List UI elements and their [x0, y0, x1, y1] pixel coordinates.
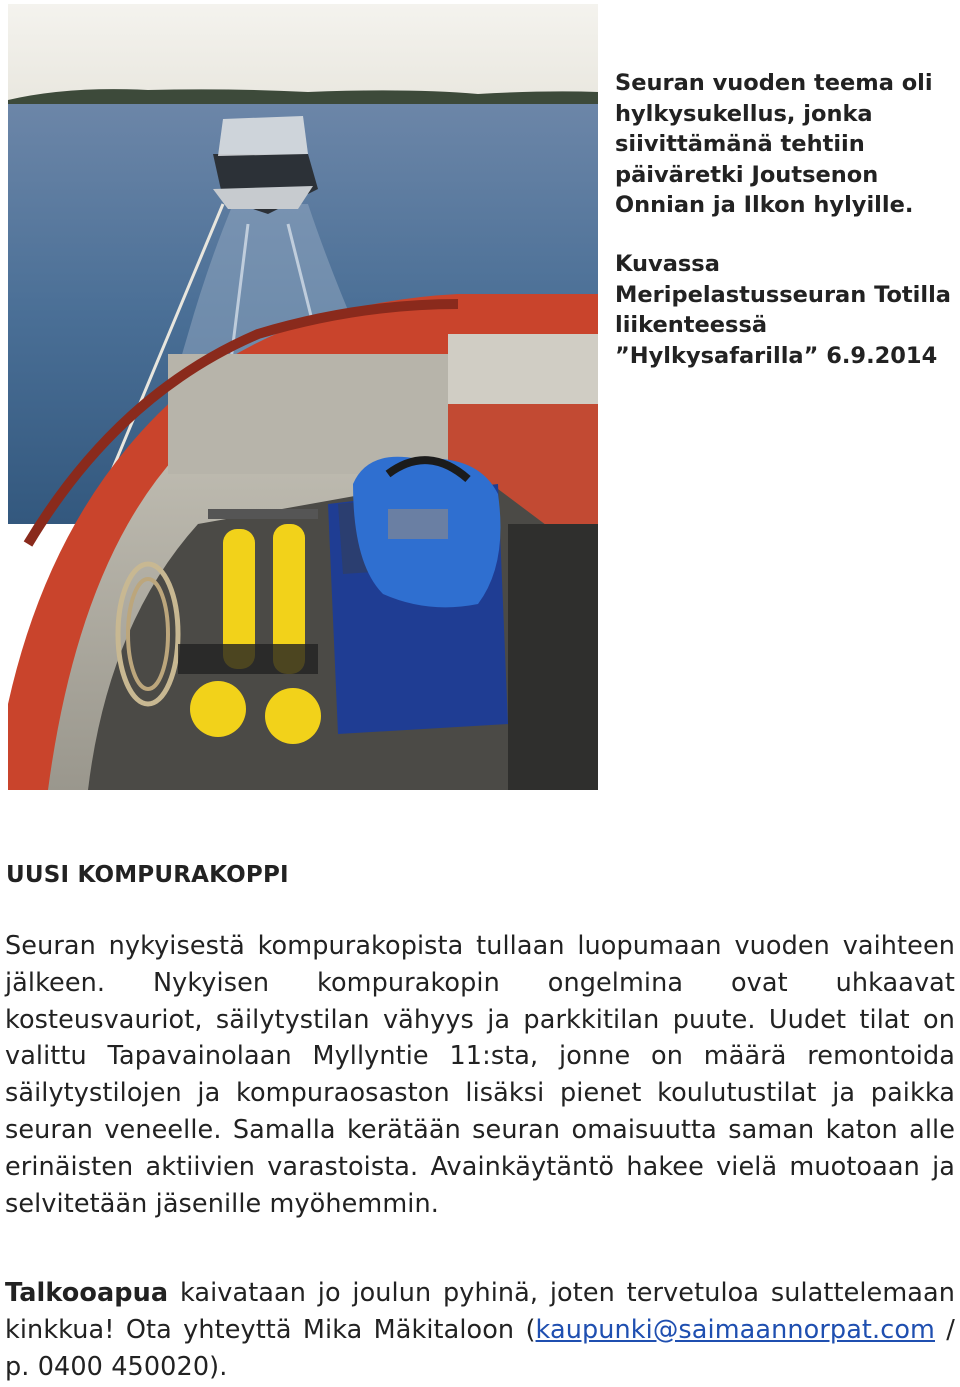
talkooapua-lead: Talkooapua — [5, 1278, 169, 1308]
side-shadow — [508, 524, 598, 790]
boat-photo — [8, 4, 598, 790]
paragraph-kompurakoppi: Seuran nykyisestä kompurakopista tullaan luopumaan vuoden vaihteen jälkeen. Nykyisen kompurakopin ongelmina ovat uhkaavat kosteusvauriot, säilytystilan vähyys ja parkkitilan puute. Uudet tilat on valittu Tapavainolaan Myllyntie 11:sta, jonne on määrä remontoida säilytystilojen ja kompuraosaston lisäksi pienet koulutustilat ja paikka seuran veneelle. Samalla kerätään seuran omaisuutta saman katon alle erinäisten aktiivien varastoista. Avainkäytäntö hakee vielä muotoaan ja selvitetään jäsenille myöhemmin. — [5, 931, 955, 1219]
sky — [8, 4, 598, 104]
paragraph-talkooapua — [5, 1275, 955, 1385]
towed-boat — [213, 116, 318, 214]
talkooapua-text: kaivataan jo joulun pyhinä, joten tervetuloa sulattelemaan kinkkua! Ota yhteyttä Mika Mäkitaloon ( — [5, 1278, 955, 1345]
photo-caption — [615, 68, 955, 371]
caption-line-2: Kuvassa Meripelastusseuran Totilla liikenteessä ”Hylkysafarilla” 6.9.2014 — [615, 250, 951, 369]
caption-line-1: Seuran vuoden teema oli hylkysukellus, jonka siivittämänä tehtiin päiväretki Joutsenon Onnian ja Ilkon hylyille. — [615, 70, 933, 219]
section-heading: UUSI KOMPURAKOPPI — [6, 862, 289, 888]
phone-text: / p. 0400 450020). — [5, 1314, 955, 1382]
console — [168, 354, 468, 474]
email-link[interactable]: kaupunki@saimaannorpat.com — [535, 1314, 935, 1345]
